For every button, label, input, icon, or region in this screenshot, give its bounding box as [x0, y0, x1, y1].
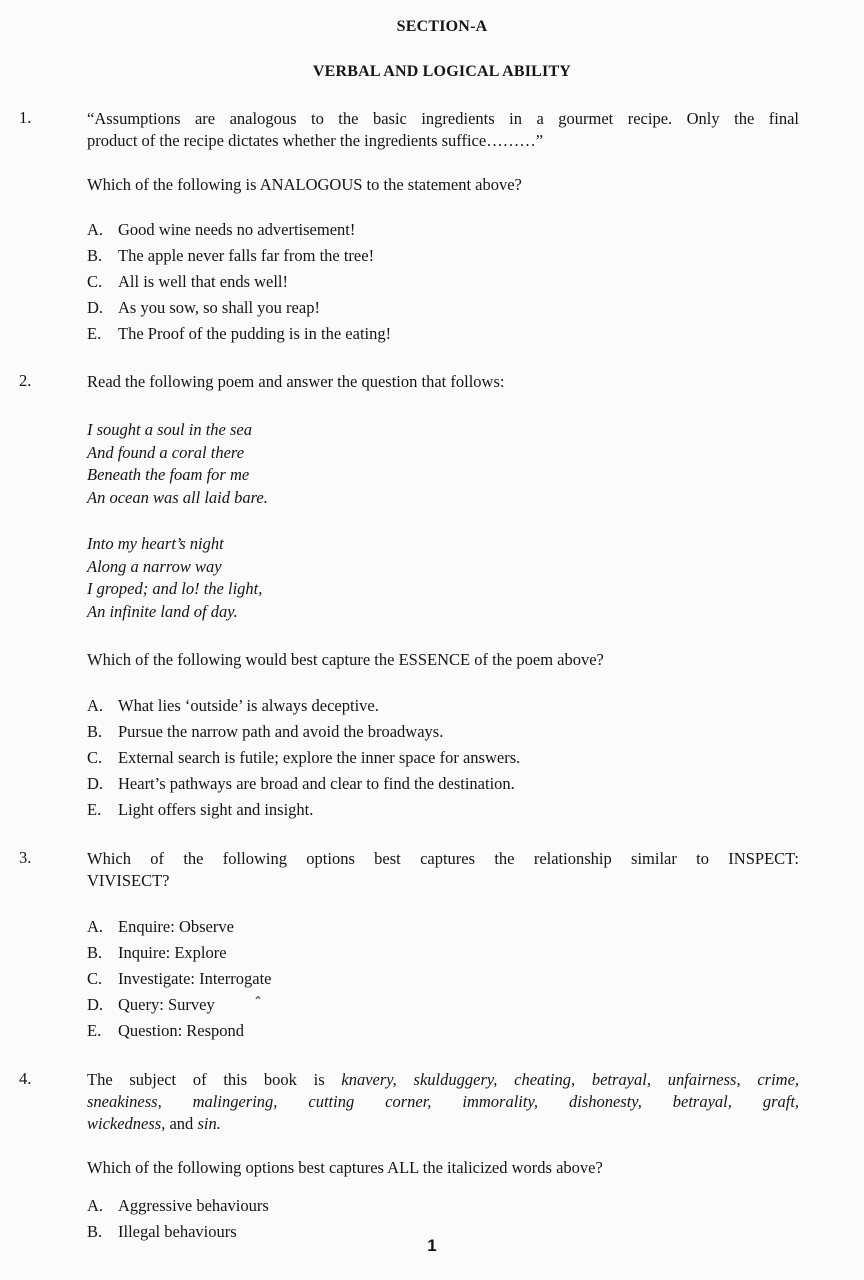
poem-line: Into my heart’s night	[87, 534, 224, 553]
poem-line: I sought a soul in the sea	[87, 420, 252, 439]
italic-word: dishonesty,	[568, 1092, 642, 1111]
option-letter: C.	[87, 748, 103, 767]
option-letter: E.	[87, 1021, 102, 1040]
answer-option[interactable]	[87, 914, 799, 940]
question-stem-line	[87, 1091, 799, 1113]
answer-option[interactable]	[87, 992, 799, 1018]
italic-word: wickedness,	[87, 1114, 166, 1133]
poem-line: An infinite land of day.	[87, 601, 238, 621]
italic-word: betrayal,	[672, 1092, 732, 1111]
option-text: Query: Survey	[118, 995, 215, 1014]
option-text: Light offers sight and insight.	[118, 800, 314, 819]
option-letter: A.	[87, 917, 104, 936]
poem-line: An ocean was all laid bare.	[87, 487, 268, 507]
italic-word: cutting	[308, 1092, 355, 1111]
option-text: Question: Respond	[118, 1021, 245, 1040]
question-4-stem	[87, 1069, 799, 1135]
option-text: Investigate: Interrogate	[118, 969, 272, 988]
italic-word: cheating,	[514, 1070, 576, 1089]
poem-line: Along a narrow way	[87, 556, 222, 576]
question-stem-line: VIVISECT?	[87, 871, 170, 890]
answer-option[interactable]	[87, 243, 799, 269]
question-number: 4.	[19, 1069, 32, 1088]
answer-option[interactable]	[87, 217, 799, 243]
option-text: External search is futile; explore the inner space for answers.	[118, 748, 521, 767]
question-1-prompt	[87, 174, 799, 196]
italic-word: unfairness,	[667, 1070, 741, 1089]
option-letter: D.	[87, 995, 104, 1014]
poem-line: And found a coral there	[87, 442, 245, 462]
answer-option[interactable]	[87, 1018, 799, 1044]
italic-word: malingering,	[192, 1092, 278, 1111]
italic-word: skulduggery,	[413, 1070, 498, 1089]
stray-pen-mark: ⌃	[253, 994, 264, 1008]
question-number: 1.	[19, 108, 32, 127]
option-letter: D.	[87, 298, 104, 317]
question-stem-line: product of the recipe dictates whether the ingredients suffice………”	[87, 131, 544, 150]
question-2-prompt	[87, 649, 799, 671]
option-text: Good wine needs no advertisement!	[118, 220, 356, 239]
option-letter: B.	[87, 943, 103, 962]
question-number: 3.	[19, 848, 32, 867]
question-3-options	[87, 914, 799, 1044]
italic-word: sneakiness,	[87, 1092, 162, 1111]
option-letter: B.	[87, 722, 103, 741]
option-text: Inquire: Explore	[118, 943, 227, 962]
poem-line: I groped; and lo! the light,	[87, 579, 263, 598]
answer-option[interactable]	[87, 321, 799, 347]
option-letter: C.	[87, 272, 103, 291]
option-letter: B.	[87, 246, 103, 265]
option-letter: B.	[87, 1222, 103, 1241]
section-subtitle: VERBAL AND LOGICAL ABILITY	[312, 63, 572, 80]
option-letter: A.	[87, 1196, 104, 1215]
answer-option[interactable]	[87, 745, 799, 771]
italic-word: knavery,	[341, 1070, 397, 1089]
option-text: Illegal behaviours	[118, 1222, 237, 1241]
option-text: Pursue the narrow path and avoid the broadways.	[118, 722, 444, 741]
option-text: All is well that ends well!	[118, 272, 289, 291]
answer-option[interactable]	[87, 797, 799, 823]
stem-text: The subject of this book is	[87, 1070, 325, 1089]
italic-word: crime,	[757, 1070, 800, 1089]
option-letter: A.	[87, 220, 104, 239]
italic-word: graft,	[762, 1092, 800, 1111]
poem-stanza-1	[87, 419, 268, 509]
option-letter: E.	[87, 324, 102, 343]
question-prompt: Which of the following would best capture the ESSENCE of the poem above?	[87, 650, 604, 669]
question-4-prompt	[87, 1157, 799, 1179]
answer-option[interactable]	[87, 269, 799, 295]
question-2-intro	[87, 371, 799, 393]
option-letter: C.	[87, 969, 103, 988]
page-number: 1	[427, 1236, 437, 1255]
italic-word: corner,	[385, 1092, 432, 1111]
answer-option[interactable]	[87, 1193, 799, 1219]
question-stem-line	[87, 1113, 799, 1135]
option-text: Aggressive behaviours	[118, 1196, 269, 1215]
question-2-options	[87, 693, 799, 823]
stem-text: and	[169, 1114, 194, 1133]
question-stem-line: Which of the following options best captures the relationship similar to INSPECT:	[87, 849, 799, 868]
option-text: The apple never falls far from the tree!	[118, 246, 375, 265]
italic-word: sin.	[197, 1114, 221, 1133]
poem-line: Beneath the foam for me	[87, 465, 250, 484]
answer-option[interactable]	[87, 966, 799, 992]
answer-option[interactable]	[87, 940, 799, 966]
option-text: What lies ‘outside’ is always deceptive.	[118, 696, 379, 715]
question-prompt: Which of the following options best captures ALL the italicized words above?	[87, 1158, 603, 1177]
option-text: The Proof of the pudding is in the eating!	[118, 324, 392, 343]
option-text: Heart’s pathways are broad and clear to find the destination.	[118, 774, 515, 793]
question-intro: Read the following poem and answer the question that follows:	[87, 372, 505, 391]
section-title: SECTION-A	[396, 18, 488, 35]
question-number: 2.	[19, 371, 32, 390]
question-1-stem	[87, 108, 799, 152]
option-letter: A.	[87, 696, 104, 715]
poem-stanza-2	[87, 533, 262, 623]
question-stem-line: “Assumptions are analogous to the basic ingredients in a gourmet recipe. Only the final	[87, 109, 799, 128]
answer-option[interactable]	[87, 693, 799, 719]
answer-option[interactable]	[87, 771, 799, 797]
question-stem-line	[87, 1069, 799, 1091]
option-text: Enquire: Observe	[118, 917, 234, 936]
question-1-options	[87, 217, 799, 347]
question-prompt: Which of the following is ANALOGOUS to the statement above?	[87, 175, 522, 194]
answer-option[interactable]	[87, 295, 799, 321]
option-text: As you sow, so shall you reap!	[118, 298, 320, 317]
italic-word: immorality,	[462, 1092, 539, 1111]
option-letter: D.	[87, 774, 104, 793]
question-3-stem	[87, 848, 799, 892]
option-letter: E.	[87, 800, 102, 819]
answer-option[interactable]	[87, 719, 799, 745]
italic-word: betrayal,	[591, 1070, 651, 1089]
